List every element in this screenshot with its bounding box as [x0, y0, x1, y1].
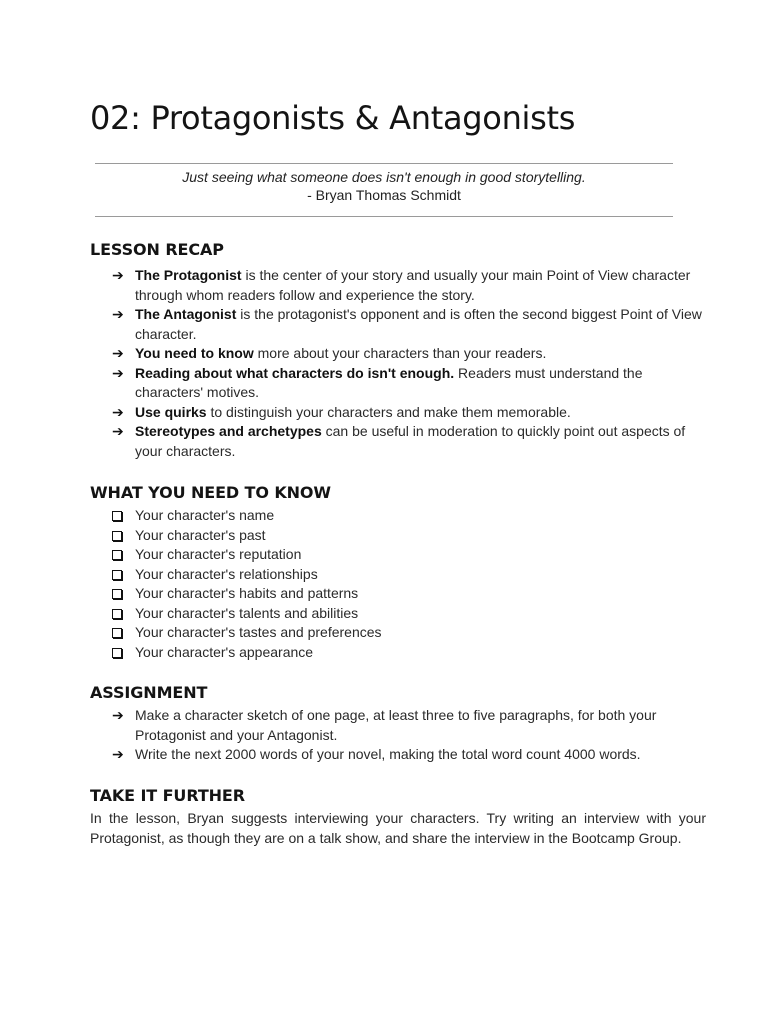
- item-text: is the protagonist's opponent and is often the second biggest Point of View character.: [135, 306, 702, 342]
- checklist-item-label: Your character's relationships: [135, 565, 318, 582]
- checklist-item-label: Your character's appearance: [135, 643, 314, 660]
- what-you-need-to-know-heading: WHAT YOU NEED TO KNOW: [90, 483, 331, 502]
- list-item: [90, 344, 710, 364]
- checklist-item: [90, 584, 710, 604]
- quote-top-divider: [95, 163, 673, 164]
- item-bold-lead: The Antagonist: [135, 306, 237, 322]
- item-text: can be useful in moderation to quickly point out aspects of your characters.: [135, 423, 686, 459]
- list-item: [90, 403, 710, 423]
- lesson-recap-list: [90, 266, 710, 461]
- list-item: [90, 706, 710, 745]
- checkbox-icon: [112, 545, 122, 566]
- item-bold-lead: The Protagonist: [135, 267, 242, 283]
- page-title: 02: Protagonists & Antagonists: [90, 99, 576, 137]
- quote-bottom-divider: [95, 216, 673, 217]
- checklist-item-label: Your character's name: [135, 507, 275, 523]
- checklist-item-label: Your character's tastes and preferences: [135, 624, 382, 640]
- epigraph-quote: [95, 168, 673, 204]
- what-you-need-to-know-section: [90, 482, 710, 662]
- item-text: Make a character sketch of one page, at least three to five paragraphs, for both your Protagonist and your Antagonist.: [135, 707, 657, 743]
- checklist-item: [90, 526, 710, 546]
- checkbox-icon: [112, 623, 122, 644]
- list-item: [90, 745, 710, 765]
- assignment-list: [90, 706, 710, 765]
- checkbox-icon: [112, 506, 122, 527]
- right-arrow-icon: ➔: [112, 707, 124, 723]
- checkbox-icon: [112, 565, 122, 586]
- item-text: Readers must understand the characters' motives.: [135, 364, 643, 400]
- item-text: to distinguish your characters and make them memorable.: [206, 403, 571, 420]
- checklist-item-label: Your character's reputation: [135, 546, 302, 562]
- checklist-item-label: Your character's habits and patterns: [135, 585, 359, 601]
- take-it-further-section: [90, 785, 710, 848]
- checkbox-icon: [112, 584, 122, 605]
- checklist-item: [90, 506, 710, 526]
- right-arrow-icon: ➔: [112, 423, 124, 439]
- item-text: more about your characters than your readers.: [253, 345, 547, 361]
- list-item: [90, 305, 710, 344]
- checkbox-icon: [112, 526, 122, 547]
- item-text: is the center of your story and usually your main Point of View character through whom readers follow and experience the story.: [135, 267, 691, 303]
- lesson-recap-heading: LESSON RECAP: [90, 240, 224, 259]
- take-it-further-heading: TAKE IT FURTHER: [90, 786, 245, 805]
- checklist: [90, 506, 710, 662]
- item-bold-lead: You need to know: [135, 345, 254, 361]
- quote-text: Just seeing what someone does isn't enough in good storytelling.: [182, 169, 586, 185]
- right-arrow-icon: ➔: [112, 403, 124, 420]
- take-it-further-paragraph: In the lesson, Bryan suggests interviewing your characters. Try writing an interview with your Protagonist, as though they are on a talk show, and share the interview in the Bootcamp Group.: [90, 810, 706, 846]
- checkbox-icon: [112, 643, 122, 664]
- assignment-section: [90, 682, 710, 765]
- list-item: [90, 422, 710, 461]
- item-bold-lead: Reading about what characters do isn't enough.: [135, 364, 455, 381]
- right-arrow-icon: ➔: [112, 746, 124, 762]
- right-arrow-icon: ➔: [112, 267, 124, 283]
- item-bold-lead: Use quirks: [135, 403, 207, 420]
- assignment-heading: ASSIGNMENT: [90, 683, 208, 702]
- checkbox-icon: [112, 604, 122, 625]
- checklist-item: [90, 604, 710, 624]
- item-bold-lead: Stereotypes and archetypes: [135, 423, 322, 439]
- checklist-item-label: Your character's past: [135, 526, 266, 543]
- right-arrow-icon: ➔: [112, 345, 124, 361]
- checklist-item: [90, 623, 710, 643]
- list-item: [90, 364, 710, 403]
- quote-author: - Bryan Thomas Schmidt: [307, 187, 461, 203]
- right-arrow-icon: ➔: [112, 306, 124, 322]
- checklist-item: [90, 545, 710, 565]
- item-text: Write the next 2000 words of your novel, making the total word count 4000 words.: [135, 746, 641, 762]
- list-item: [90, 266, 710, 305]
- lesson-recap-section: [90, 239, 710, 461]
- checklist-item: [90, 565, 710, 585]
- checklist-item-label: Your character's talents and abilities: [135, 604, 359, 621]
- checklist-item: [90, 643, 710, 663]
- right-arrow-icon: ➔: [112, 364, 124, 381]
